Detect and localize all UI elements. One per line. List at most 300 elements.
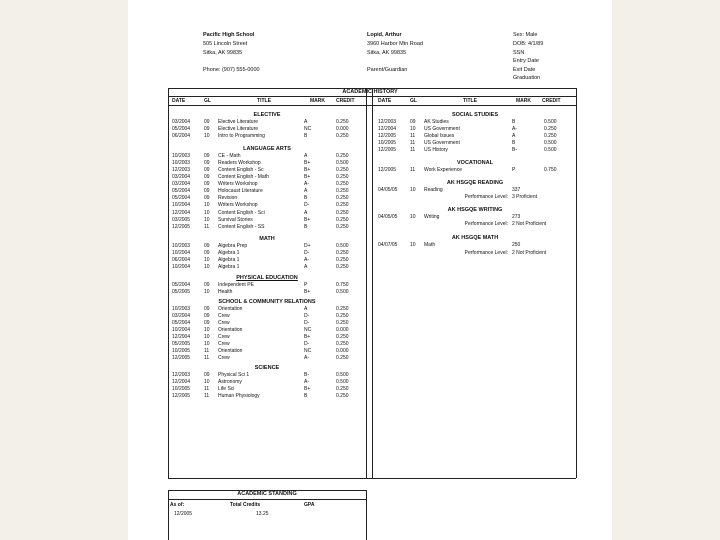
performance-row-reading	[378, 194, 572, 201]
cell-credit: 0.250	[336, 341, 349, 348]
entry-date: Entry Date	[513, 58, 539, 64]
table-row	[172, 217, 362, 224]
standing-title: ACADEMIC STANDING	[237, 491, 297, 497]
school-phone: Phone: (907) 555-0000	[203, 67, 260, 73]
graduation-date: Graduation	[513, 75, 541, 81]
cell-credit: 0.250	[336, 320, 349, 327]
cell-title: CE - Math	[218, 153, 241, 160]
cell-title: Holocaust Literature	[218, 188, 263, 195]
history-bottom-rule	[168, 478, 576, 479]
cell-date: 12/2005	[378, 147, 397, 154]
cell-credit: 0.500	[336, 372, 349, 379]
cell-gl: 09	[204, 281, 210, 288]
cell-mark: B+	[304, 386, 311, 393]
col-mark: MARK	[516, 98, 531, 104]
cell-date: 10/2003	[172, 153, 191, 160]
cell-gl: 09	[204, 119, 210, 125]
table-row	[172, 188, 362, 195]
rows-school-community	[172, 306, 362, 362]
col-gl: GL	[410, 98, 417, 104]
cell-credit: 0.250	[336, 133, 349, 140]
cell-gl: 10	[410, 214, 416, 221]
cell-mark: B	[304, 393, 308, 400]
cell-date: 04/05/05	[378, 187, 398, 194]
performance-label: Performance Level:	[464, 249, 508, 256]
cell-gl: 10	[204, 202, 210, 209]
cell-gl: 11	[204, 393, 210, 400]
table-row	[172, 250, 362, 257]
cell-date: 06/2004	[172, 133, 191, 140]
cell-mark: A-	[304, 181, 309, 188]
cell-mark: A	[304, 188, 308, 195]
cell-date: 05/2004	[172, 126, 191, 133]
cell-credit: 0.500	[336, 379, 349, 386]
cell-gl: 10	[204, 288, 210, 295]
cell-title: Algebra 1	[218, 249, 240, 256]
cell-mark: A	[304, 305, 308, 312]
rows-social-studies	[378, 119, 572, 154]
table-row	[172, 257, 362, 264]
cell-date: 12/2004	[172, 379, 191, 386]
cell-credit: 0.250	[336, 181, 349, 188]
cell-gl: 11	[204, 355, 210, 362]
cell-gl: 09	[204, 160, 210, 167]
cell-credit: 0.750	[336, 281, 349, 288]
cell-title: Revision	[218, 195, 238, 202]
cell-mark: B+	[304, 167, 311, 174]
transcript-page	[128, 0, 612, 540]
cell-title: Elective Literature	[218, 119, 259, 125]
cell-credit: 0.500	[336, 160, 349, 167]
cell-mark: A-	[304, 355, 309, 362]
cell-title: Work Experience	[424, 167, 462, 174]
cell-mark: A-	[512, 126, 517, 133]
table-row	[172, 133, 362, 140]
table-row	[172, 243, 362, 250]
cell-title: Readers Workshop	[218, 160, 261, 167]
table-row	[172, 372, 362, 379]
table-row	[378, 126, 572, 133]
cell-title: Writing	[424, 214, 440, 221]
cell-date: 04/05/05	[378, 214, 398, 221]
cell-title: Crew	[218, 320, 230, 327]
standing-mid-rule	[168, 499, 366, 500]
cell-mark: B	[512, 140, 516, 147]
cell-credit: 0.250	[336, 305, 349, 312]
cell-gl: 09	[204, 320, 210, 327]
test-row-math	[378, 242, 572, 249]
cell-credit: 0.000	[336, 327, 349, 334]
performance-level: 2 Not Proficient	[512, 221, 547, 228]
col-credit: CREDIT	[336, 98, 355, 104]
cell-gl: 11	[204, 348, 210, 355]
cell-gl: 09	[204, 305, 210, 312]
total-credits-label: Total Credits	[230, 502, 261, 508]
cell-title: Crew	[218, 312, 230, 319]
cell-gl: 10	[204, 327, 210, 334]
cell-credit: 0.250	[544, 126, 557, 133]
table-row	[172, 224, 362, 231]
section-title-physical-education: PHYSICAL EDUCATION	[236, 274, 298, 281]
cell-gl: 10	[204, 209, 210, 216]
table-row	[172, 153, 362, 160]
test-row-reading	[378, 187, 572, 194]
cell-mark: B-	[512, 147, 517, 154]
cell-mark: D-	[304, 341, 310, 348]
table-row	[172, 348, 362, 355]
as-of-value: 12/2005	[174, 511, 193, 517]
total-credits-value: 13.25	[256, 511, 269, 517]
cell-credit: 0.250	[336, 188, 349, 195]
section-title-elective: ELECTIVE	[253, 112, 281, 118]
cell-title: Crew	[218, 341, 230, 348]
table-row	[172, 195, 362, 202]
cell-date: 05/2004	[172, 188, 191, 195]
cell-title: Writers Workshop	[218, 202, 258, 209]
section-title-hsgqe-writing: AK HSGQE WRITING	[447, 207, 503, 214]
col-credit: CREDIT	[542, 98, 561, 104]
cell-gl: 10	[204, 216, 210, 223]
cell-mark: P	[304, 281, 308, 288]
cell-gl: 11	[410, 167, 416, 174]
cell-mark: A	[304, 209, 308, 216]
cell-date: 05/2004	[172, 281, 191, 288]
cell-date: 10/2004	[172, 327, 191, 334]
cell-gl: 09	[204, 126, 210, 133]
as-of-label: As of:	[170, 502, 185, 508]
cell-title: Orientation	[218, 305, 243, 312]
cell-title: Algebra 1	[218, 256, 240, 263]
cell-gl: 10	[204, 256, 210, 263]
cell-credit: 0.000	[336, 126, 349, 133]
school-street: 505 Lincoln Street	[203, 41, 248, 47]
cell-mark: B	[304, 133, 308, 140]
section-title-hsgqe-reading: AK HSGQE READING	[446, 180, 504, 187]
cell-mark: A	[512, 133, 516, 140]
cell-credit: 0.250	[544, 133, 557, 140]
cell-date: 06/2004	[172, 256, 191, 263]
cell-gl: 09	[204, 249, 210, 256]
cell-mark: D-	[304, 249, 310, 256]
history-right-border	[576, 88, 577, 478]
rows-vocational	[378, 167, 572, 174]
cell-title: Independent PE	[218, 281, 254, 288]
cell-gl: 09	[204, 153, 210, 160]
table-row	[172, 306, 362, 313]
test-row-writing	[378, 214, 572, 221]
cell-mark: NC	[304, 126, 312, 133]
cell-title: US History	[424, 147, 448, 154]
cell-mark: D+	[304, 242, 311, 249]
section-title-language-arts: LANGUAGE ARTS	[243, 146, 291, 153]
cell-gl: 10	[204, 263, 210, 270]
table-row	[172, 160, 362, 167]
cell-date: 12/2003	[172, 372, 191, 379]
cell-title: Elective Literature	[218, 126, 259, 133]
cell-date: 03/2004	[172, 119, 191, 125]
cell-credit: 0.250	[336, 174, 349, 181]
cell-title: Survival Stories	[218, 216, 253, 223]
rows-science	[172, 372, 362, 400]
cell-date: 10/2003	[172, 305, 191, 312]
cell-gl: 09	[204, 181, 210, 188]
cell-credit: 0.250	[336, 119, 349, 125]
section-title-vocational: VOCATIONAL	[457, 160, 493, 167]
cell-gl: 10	[204, 341, 210, 348]
cell-date: 12/2003	[172, 167, 191, 174]
performance-row-writing	[378, 221, 572, 228]
cell-credit: 0.250	[336, 223, 349, 230]
table-row	[172, 174, 362, 181]
cell-gl: 11	[204, 386, 210, 393]
left-column-headers	[172, 98, 362, 104]
cell-title: Crew	[218, 334, 230, 341]
table-row	[172, 264, 362, 271]
right-column-headers	[378, 98, 568, 104]
parent-guardian: Parent/Guardian	[367, 67, 408, 73]
cell-gl: 09	[410, 119, 416, 125]
cell-date: 05/2004	[172, 195, 191, 202]
cell-date: 03/2005	[172, 216, 191, 223]
cell-date: 10/2004	[172, 249, 191, 256]
cell-credit: 0.250	[336, 209, 349, 216]
cell-mark: B+	[304, 174, 311, 181]
cell-date: 10/2004	[172, 202, 191, 209]
cell-gl: 10	[204, 379, 210, 386]
cell-gl: 11	[204, 223, 210, 230]
cell-mark: P	[512, 167, 516, 174]
cell-credit: 0.500	[544, 140, 557, 147]
table-row	[172, 167, 362, 174]
student-ssn: SSN	[513, 50, 525, 56]
cell-mark: A-	[304, 379, 309, 386]
cell-credit: 0.250	[336, 202, 349, 209]
cell-title: AK Studies	[424, 119, 449, 125]
cell-credit: 0.500	[544, 119, 557, 125]
cell-gl: 09	[204, 195, 210, 202]
cell-credit: 0.250	[336, 312, 349, 319]
cell-mark: NC	[304, 348, 312, 355]
cell-credit: 0.500	[336, 242, 349, 249]
cell-credit: 0.250	[336, 195, 349, 202]
table-row	[172, 379, 362, 386]
cell-date: 12/2004	[172, 334, 191, 341]
cell-score: 273	[512, 214, 521, 221]
cell-title: Life Sci	[218, 386, 235, 393]
cell-date: 12/2005	[172, 355, 191, 362]
table-row	[172, 282, 362, 289]
student-city: Sitka, AK 99835	[367, 50, 407, 56]
cell-date: 10/2003	[172, 160, 191, 167]
cell-date: 05/2005	[172, 341, 191, 348]
cell-title: Content English - Sci	[218, 209, 265, 216]
performance-label: Performance Level:	[464, 194, 508, 201]
cell-mark: NC	[304, 327, 312, 334]
table-row	[172, 181, 362, 188]
cell-mark: D-	[304, 202, 310, 209]
cell-title: Content English - Sc	[218, 167, 264, 174]
cell-title: Physical Sci 1	[218, 372, 250, 379]
table-row	[378, 147, 572, 154]
cell-mark: B	[512, 119, 516, 125]
cell-title: US Government	[424, 126, 460, 133]
student-name: Lopid, Arthur	[367, 32, 402, 38]
table-row	[378, 140, 572, 147]
cell-mark: A	[304, 263, 308, 270]
cell-mark: B+	[304, 216, 311, 223]
cell-date: 10/2005	[172, 348, 191, 355]
cell-date: 03/2004	[172, 312, 191, 319]
section-title-hsgqe-math: AK HSGQE MATH	[451, 235, 499, 242]
col-date: DATE	[378, 98, 392, 104]
cell-date: 10/2005	[172, 386, 191, 393]
cell-title: Content English - Math	[218, 174, 269, 181]
cell-mark: B+	[304, 334, 311, 341]
rows-math	[172, 243, 362, 271]
cell-title: Writers Workshop	[218, 181, 258, 188]
cell-date: 03/2004	[172, 174, 191, 181]
performance-label: Performance Level:	[464, 221, 508, 228]
school-name: Pacific High School	[203, 32, 255, 38]
cell-date: 12/2004	[172, 209, 191, 216]
table-row	[172, 320, 362, 327]
performance-row-math	[378, 250, 572, 257]
table-row	[172, 327, 362, 334]
cell-date: 05/2005	[172, 288, 191, 295]
section-title-math: MATH	[259, 235, 275, 242]
cell-score: 250	[512, 242, 521, 249]
cell-date: 12/2005	[378, 167, 397, 174]
performance-level: 3 Proficient	[512, 194, 538, 201]
cell-title: Math	[424, 242, 436, 249]
col-title: TITLE	[463, 98, 477, 104]
table-row	[172, 393, 362, 400]
cell-credit: 0.750	[544, 167, 557, 174]
cell-mark: B+	[304, 288, 311, 295]
table-row	[378, 167, 572, 174]
cell-gl: 09	[204, 174, 210, 181]
cell-date: 12/2004	[378, 126, 397, 133]
cell-credit: 0.250	[336, 153, 349, 160]
cell-title: Health	[218, 288, 233, 295]
table-row	[172, 126, 362, 133]
cell-score: 337	[512, 187, 521, 194]
history-center-divider-2	[372, 88, 373, 478]
table-row	[172, 386, 362, 393]
cell-date: 12/2005	[378, 133, 397, 140]
table-row	[378, 119, 572, 126]
cell-title: US Government	[424, 140, 460, 147]
student-sex: Sex: Male	[513, 32, 538, 38]
cell-mark: A-	[304, 256, 309, 263]
cell-credit: 0.250	[336, 393, 349, 400]
cell-mark: A	[304, 153, 308, 160]
cell-gl: 10	[410, 242, 416, 249]
table-row	[172, 210, 362, 217]
cell-gl: 09	[204, 242, 210, 249]
cell-date: 10/2003	[172, 242, 191, 249]
cell-mark: D-	[304, 312, 310, 319]
cell-title: Algebra 1	[218, 263, 240, 270]
cell-credit: 0.250	[336, 334, 349, 341]
cell-title: Orientation	[218, 327, 243, 334]
cell-gl: 10	[410, 126, 416, 133]
table-row	[172, 355, 362, 362]
cell-title: Human Physiology	[218, 393, 260, 400]
cell-credit: 0.500	[336, 288, 349, 295]
cell-date: 12/2005	[172, 223, 191, 230]
rows-language-arts	[172, 153, 362, 231]
cell-credit: 0.500	[544, 147, 557, 154]
section-title-school-community: SCHOOL & COMMUNITY RELATIONS	[218, 298, 316, 305]
cell-date: 04/07/05	[378, 242, 398, 249]
cell-title: Astronomy	[218, 379, 242, 386]
cell-title: Reading	[424, 187, 443, 194]
cell-credit: 0.250	[336, 256, 349, 263]
left-history-column	[172, 112, 362, 401]
rows-elective	[172, 119, 362, 140]
cell-gl: 09	[204, 167, 210, 174]
gpa-label: GPA	[304, 502, 315, 508]
table-row	[172, 341, 362, 348]
cell-mark: A	[304, 119, 308, 125]
cell-title: Algebra Prep	[218, 242, 248, 249]
cell-credit: 0.250	[336, 355, 349, 362]
table-row	[378, 133, 572, 140]
col-title: TITLE	[257, 98, 271, 104]
cell-title: Global Issues	[424, 133, 455, 140]
cell-title: Intro to Programming	[218, 133, 265, 140]
cell-mark: D-	[304, 320, 310, 327]
cell-date: 10/2004	[172, 263, 191, 270]
cell-credit: 0.250	[336, 249, 349, 256]
table-row	[172, 119, 362, 126]
exit-date: Exit Date	[513, 67, 536, 73]
cell-gl: 10	[204, 133, 210, 140]
school-city: Sitka, AK 99835	[203, 50, 243, 56]
rows-physical-education	[172, 282, 362, 296]
cell-title: Orientation	[218, 348, 243, 355]
cell-date: 12/2005	[172, 393, 191, 400]
cell-mark: B	[304, 195, 308, 202]
section-title-science: SCIENCE	[254, 365, 280, 372]
table-row	[172, 202, 362, 209]
cell-gl: 11	[410, 133, 416, 140]
cell-date: 12/2003	[378, 119, 397, 125]
cell-mark: B	[304, 223, 308, 230]
cell-mark: B-	[304, 372, 309, 379]
cell-title: Content English - SS	[218, 223, 265, 230]
performance-level: 2 Not Proficient	[512, 249, 547, 256]
cell-title: Crew	[218, 355, 230, 362]
cell-gl: 10	[204, 334, 210, 341]
cell-mark: B+	[304, 160, 311, 167]
section-title-social-studies: SOCIAL STUDIES	[451, 112, 499, 118]
table-row	[172, 289, 362, 296]
standing-right-border	[366, 490, 367, 540]
cell-gl: 09	[204, 372, 210, 379]
cell-credit: 0.250	[336, 167, 349, 174]
table-row	[172, 334, 362, 341]
history-title: ACADEMIC HISTORY	[342, 89, 398, 95]
cell-date: 03/2004	[172, 181, 191, 188]
cell-credit: 0.000	[336, 348, 349, 355]
cell-date: 05/2004	[172, 320, 191, 327]
right-history-column	[378, 112, 572, 257]
student-dob: DOB: 4/1/89	[513, 41, 544, 47]
history-left-border	[168, 88, 169, 478]
cell-credit: 0.250	[336, 263, 349, 270]
